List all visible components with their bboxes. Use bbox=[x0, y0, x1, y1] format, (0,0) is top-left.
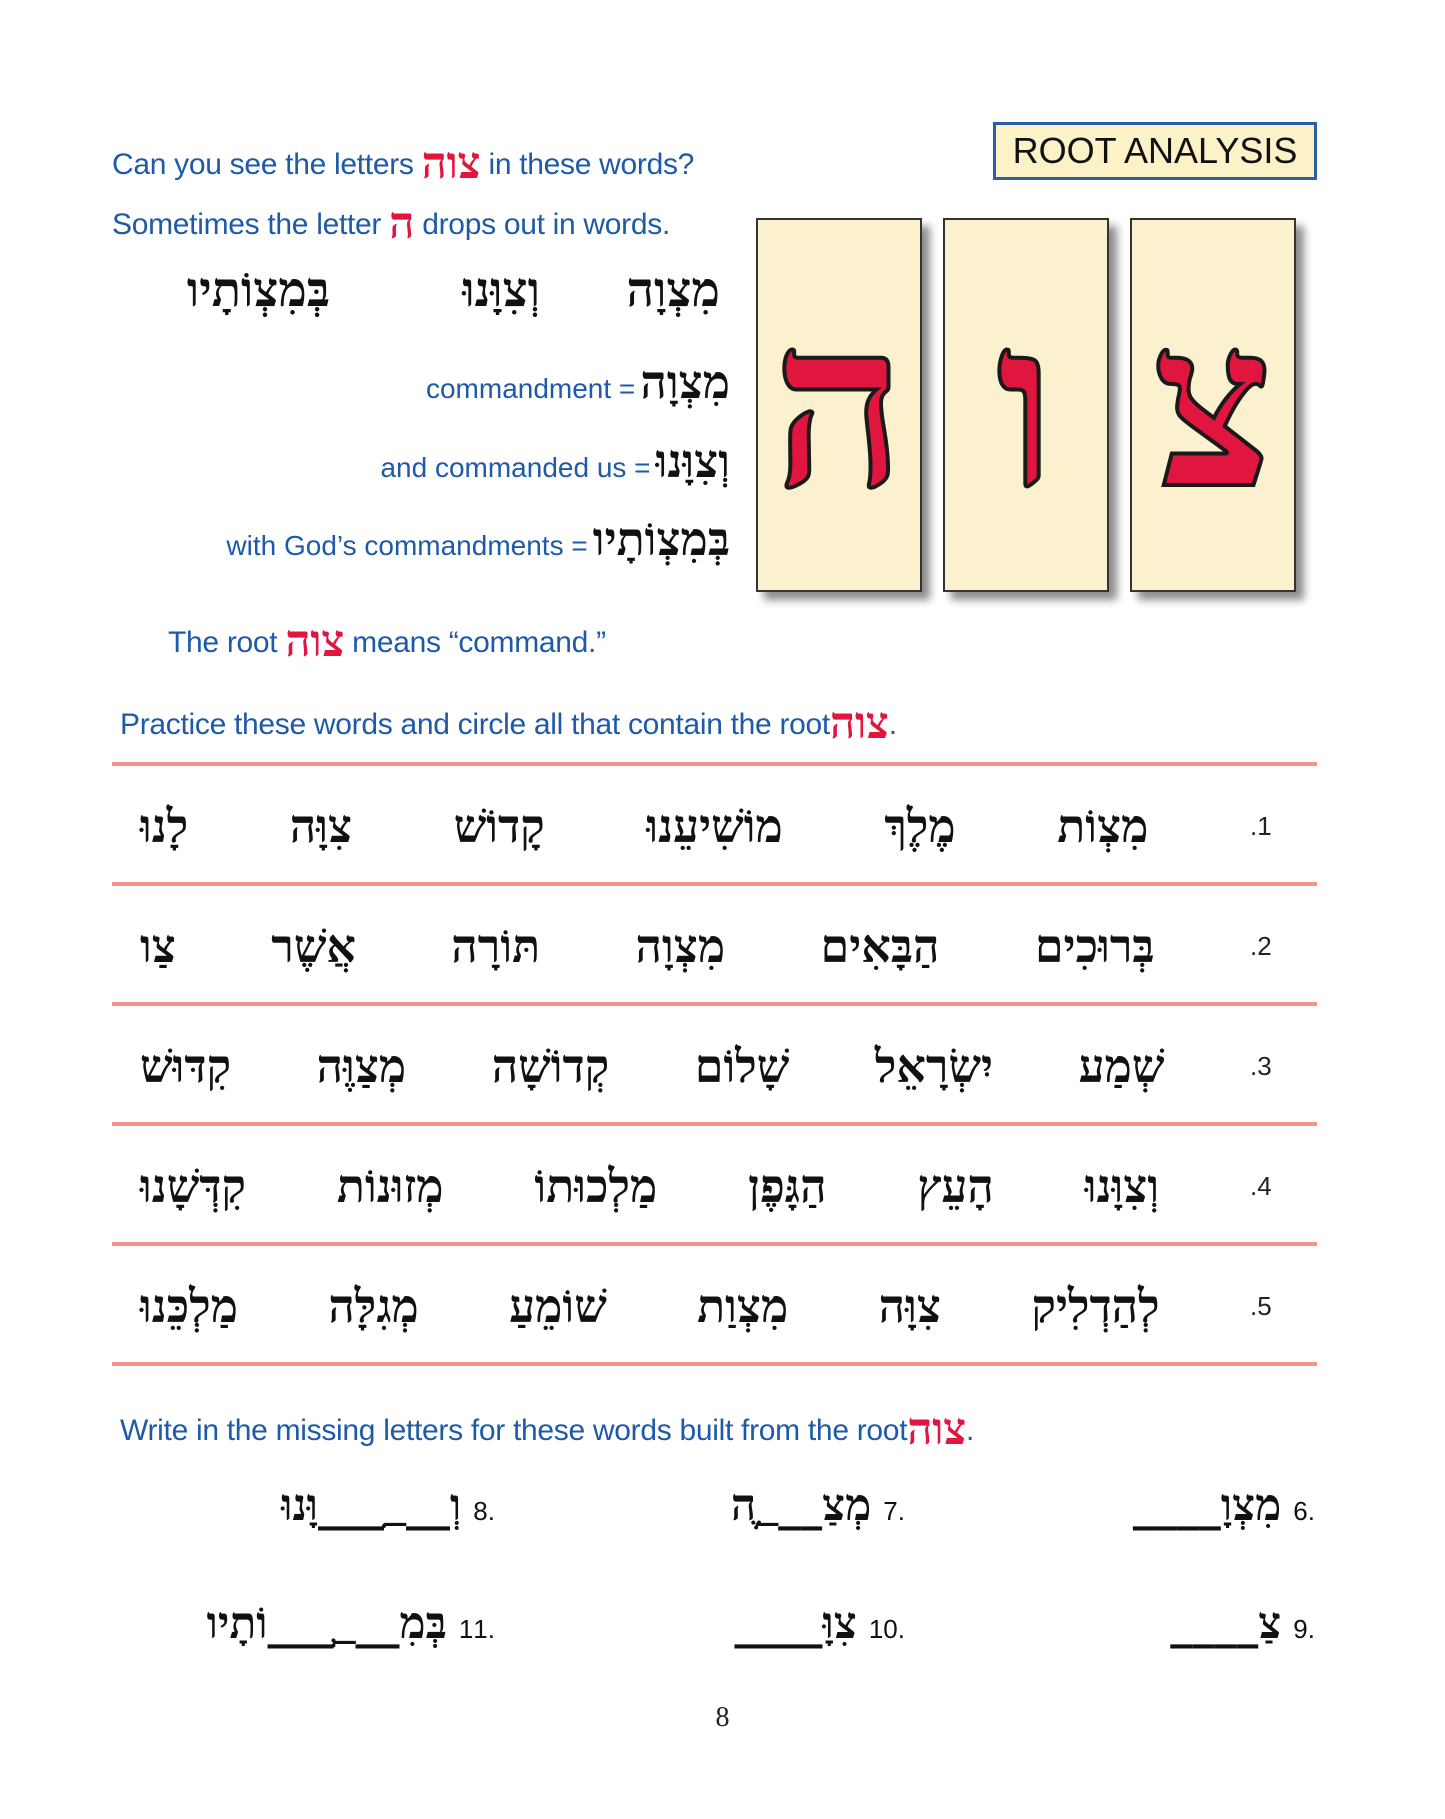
root-letter: ה bbox=[772, 270, 906, 540]
instruction-text: Practice these words and circle all that contain the root bbox=[120, 708, 830, 741]
row-number: .1 bbox=[1250, 810, 1272, 841]
practice-word[interactable]: תּוֹרָה bbox=[451, 919, 541, 973]
item-number: .7 bbox=[883, 1496, 905, 1526]
item-word: בְּמִ___ְ___וֹתָיו bbox=[206, 1598, 447, 1649]
practice-word[interactable]: צִוָּה bbox=[289, 799, 353, 853]
practice-word[interactable]: לְהַדְלִיק bbox=[1031, 1279, 1160, 1333]
item-word: מִצְוָ____ bbox=[1132, 1480, 1282, 1531]
definition-hebrew: וְצִוָּנוּ bbox=[655, 434, 730, 488]
practice-row-1 bbox=[140, 766, 1290, 886]
definition-hebrew: מִצְוָה bbox=[640, 355, 730, 409]
row-number: .3 bbox=[1249, 1050, 1272, 1081]
section-title: ROOT ANALYSIS bbox=[993, 122, 1317, 180]
root-tile-3 bbox=[756, 218, 922, 592]
root-inline: צוה bbox=[285, 616, 345, 667]
root-letter: צ bbox=[1152, 270, 1274, 540]
practice-word[interactable]: מַלְכֵּנוּ bbox=[140, 1279, 238, 1333]
practice-word[interactable]: צִוָּה bbox=[878, 1279, 941, 1333]
fill-item-9[interactable] bbox=[1170, 1598, 1315, 1649]
intro-text: drops out in words. bbox=[422, 208, 670, 241]
practice-word[interactable]: הָעֵץ bbox=[917, 1159, 994, 1213]
practice-word[interactable]: מְגִלָּה bbox=[328, 1279, 419, 1333]
item-word: צִוָּ____ bbox=[734, 1598, 857, 1649]
meaning-text: means “command.” bbox=[352, 626, 606, 659]
item-number: .6 bbox=[1293, 1496, 1315, 1526]
root-inline: צוה bbox=[829, 698, 889, 749]
fill-item-7[interactable] bbox=[731, 1480, 905, 1531]
practice-word[interactable]: קִדְּשָׁנוּ bbox=[140, 1159, 247, 1213]
practice-word[interactable]: אֲשֶׁר bbox=[271, 919, 356, 973]
dropped-letter: ה bbox=[389, 198, 415, 249]
root-meaning bbox=[168, 616, 606, 667]
practice-word[interactable]: מִצְוַת bbox=[697, 1279, 789, 1333]
practice-word[interactable]: הַגָּפֶן bbox=[748, 1159, 827, 1213]
definition-3 bbox=[226, 512, 730, 572]
practice-word[interactable]: מִצְוָה bbox=[635, 919, 726, 973]
practice-word[interactable]: קָדוֹשׁ bbox=[453, 799, 545, 853]
practice-word[interactable]: שְׁמַע bbox=[1078, 1039, 1165, 1093]
definition-english: and commanded us = bbox=[380, 452, 651, 483]
practice-word[interactable]: לָנוּ bbox=[140, 799, 189, 853]
intro-text: Can you see the letters bbox=[112, 148, 414, 181]
definition-2 bbox=[380, 434, 730, 494]
root-inline: צוה bbox=[421, 138, 481, 189]
root-tile-1 bbox=[1130, 218, 1296, 592]
fill-item-6[interactable] bbox=[1133, 1480, 1315, 1531]
row-divider bbox=[112, 1362, 1317, 1366]
practice-word[interactable]: הַבָּאִים bbox=[820, 919, 940, 973]
practice-word[interactable]: בְּרוּכִים bbox=[1034, 919, 1155, 973]
example-word-2: וְצִוָּנוּ bbox=[462, 262, 540, 318]
practice-word[interactable]: מוֹשִׁיעֵנוּ bbox=[646, 799, 783, 853]
practice-row-5 bbox=[140, 1246, 1290, 1366]
practice-word[interactable]: יִשְׂרָאֵל bbox=[874, 1039, 994, 1093]
item-number: .11 bbox=[458, 1614, 495, 1644]
page-number: 8 bbox=[715, 1702, 730, 1733]
row-number: .4 bbox=[1249, 1170, 1272, 1201]
practice-word[interactable]: מֶלֶךְ bbox=[884, 799, 956, 853]
instruction-text: Write in the missing letters for these words built from the root bbox=[120, 1414, 908, 1447]
fill-item-11[interactable] bbox=[207, 1598, 495, 1649]
fill-item-8[interactable] bbox=[281, 1480, 495, 1531]
example-word-3: בְּמִצְוֹתָיו bbox=[186, 262, 330, 318]
practice-word[interactable]: שָׁלוֹם bbox=[694, 1039, 790, 1093]
practice-word[interactable]: קְדוֹשָׁה bbox=[491, 1039, 610, 1093]
item-number: .8 bbox=[473, 1496, 495, 1526]
definition-english: with God’s commandments = bbox=[226, 530, 588, 561]
practice-word[interactable]: וְצִוָּנוּ bbox=[1084, 1159, 1160, 1213]
definition-hebrew: בְּמִצְוֹתָיו bbox=[592, 512, 730, 566]
write-instruction: Write in the missing letters for these words built from the rootצוה. bbox=[120, 1404, 975, 1455]
intro-line-2 bbox=[112, 198, 670, 249]
practice-instruction: Practice these words and circle all that contain the rootצוה. bbox=[120, 698, 897, 749]
intro-line-1 bbox=[112, 138, 694, 189]
practice-word[interactable]: מַלְכוּתוֹ bbox=[534, 1159, 658, 1213]
intro-text: in these words? bbox=[488, 148, 695, 181]
item-word: צַ____ bbox=[1170, 1598, 1282, 1649]
row-number: .5 bbox=[1249, 1290, 1272, 1321]
item-number: .10 bbox=[868, 1614, 905, 1644]
intro-text: Sometimes the letter bbox=[112, 208, 382, 241]
definition-1 bbox=[426, 355, 730, 415]
example-word-1: מִצְוָה bbox=[626, 262, 720, 318]
definition-english: commandment = bbox=[425, 373, 636, 404]
practice-word[interactable]: קִדּוּשׁ bbox=[140, 1039, 232, 1093]
item-word: וְ___ִ___וָּנוּ bbox=[281, 1480, 462, 1531]
practice-word[interactable]: מִצְוֹת bbox=[1057, 799, 1149, 853]
practice-word[interactable]: שׁוֹמֵעַ bbox=[509, 1279, 607, 1333]
practice-row-3 bbox=[140, 1006, 1290, 1126]
item-number: .9 bbox=[1293, 1614, 1315, 1644]
meaning-text: The root bbox=[168, 626, 278, 659]
root-inline: צוה bbox=[907, 1404, 966, 1455]
practice-word[interactable]: מְצַוֶּה bbox=[316, 1039, 407, 1093]
practice-row-4 bbox=[140, 1126, 1290, 1246]
fill-item-10[interactable] bbox=[735, 1598, 905, 1649]
practice-word[interactable]: מְזוּנוֹת bbox=[336, 1159, 444, 1213]
row-number: .2 bbox=[1249, 930, 1272, 961]
item-word: מְצַ___ֶה bbox=[730, 1480, 872, 1531]
practice-row-2 bbox=[140, 886, 1290, 1006]
root-letter: ו bbox=[996, 270, 1056, 540]
root-tile-2 bbox=[943, 218, 1109, 592]
practice-word[interactable]: צַו bbox=[140, 919, 176, 973]
